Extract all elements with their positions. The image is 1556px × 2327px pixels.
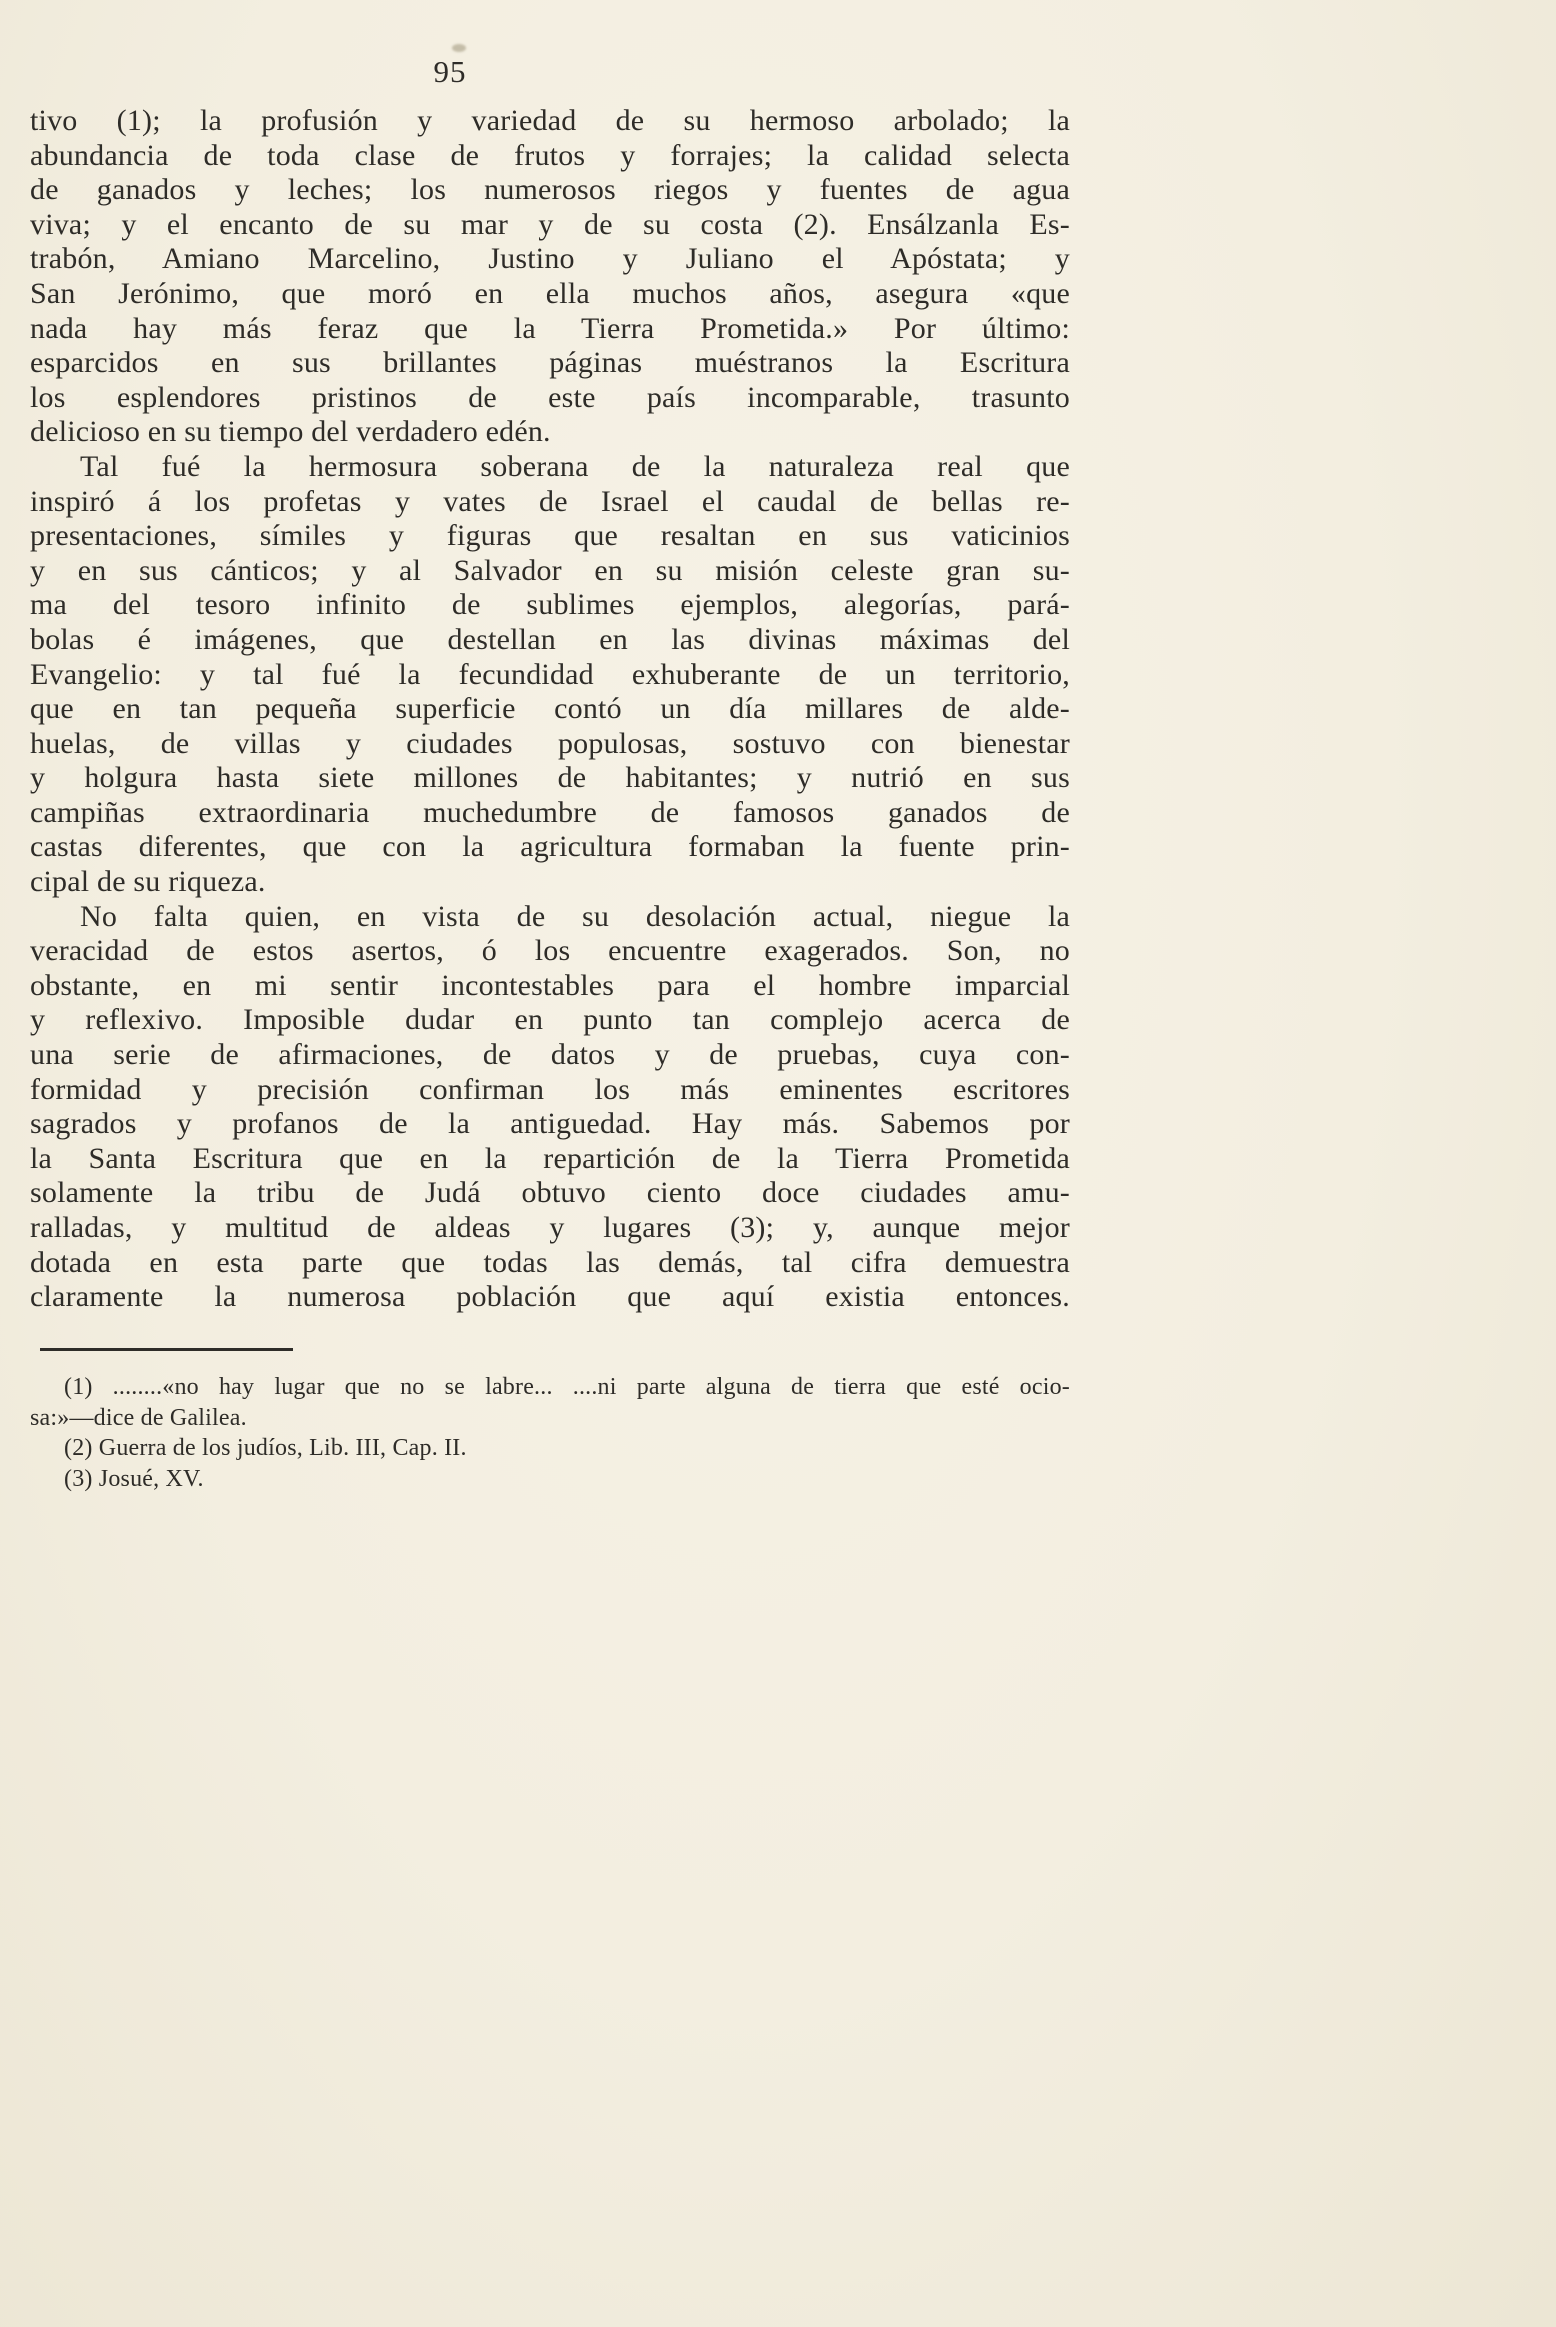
text-line: de ganados y leches; los numerosos riegos y fuentes de agua <box>30 173 1070 207</box>
footnote-divider <box>40 1348 293 1351</box>
text-line: Tal fué la hermosura soberana de la naturaleza real que <box>80 449 1070 483</box>
footnotes <box>30 1372 1070 1494</box>
text-line: Evangelio: y tal fué la fecundidad exhuberante de un territorio, <box>30 657 1070 691</box>
text-line: campiñas extraordinaria muchedumbre de famosos ganados de <box>30 795 1070 829</box>
text-line: que en tan pequeña superficie contó un día millares de alde- <box>30 692 1070 726</box>
text-line: una serie de afirmaciones, de datos y de pruebas, cuya con- <box>30 1038 1070 1072</box>
text-line: la Santa Escritura que en la repartición de la Tierra Prometida <box>30 1141 1070 1175</box>
text-line: tivo (1); la profusión y variedad de su hermoso arbolado; la <box>30 104 1070 137</box>
footnote-2 <box>30 1433 1070 1464</box>
body-text <box>30 104 1070 1315</box>
text-line: sagrados y profanos de la antiguedad. Hay más. Sabemos por <box>30 1107 1070 1141</box>
text-line: abundancia de toda clase de frutos y forrajes; la calidad selecta <box>30 138 1070 172</box>
text-line: inspiró á los profetas y vates de Israel el caudal de bellas re- <box>30 484 1070 518</box>
paragraph-3 <box>30 900 1070 1315</box>
text-line: bolas é imágenes, que destellan en las divinas máximas del <box>30 622 1070 656</box>
text-line: No falta quien, en vista de su desolación actual, niegue la <box>80 899 1070 933</box>
page-number: 95 <box>433 54 467 89</box>
footnote-3 <box>30 1464 1070 1495</box>
text-line: y holgura hasta siete millones de habitantes; y nutrió en sus <box>30 761 1070 795</box>
text-line: ma del tesoro infinito de sublimes ejemplos, alegorías, pará- <box>30 588 1070 622</box>
text-line: solamente la tribu de Judá obtuvo ciento doce ciudades amu- <box>30 1176 1070 1210</box>
text-line: esparcidos en sus brillantes páginas muéstranos la Escritura <box>30 346 1070 380</box>
text-line: dotada en esta parte que todas las demás, tal cifra demuestra <box>30 1245 1070 1279</box>
text-line: viva; y el encanto de su mar y de su costa (2). Ensálzanla Es- <box>30 207 1070 241</box>
footnote-line: (2) Guerra de los judíos, Lib. III, Cap. II. <box>64 1435 467 1461</box>
text-line: nada hay más feraz que la Tierra Prometida.» Por último: <box>30 311 1070 345</box>
text-line: veracidad de estos asertos, ó los encuentre exagerados. Son, no <box>30 934 1070 968</box>
text-line: trabón, Amiano Marcelino, Justino y Juliano el Apóstata; y <box>30 242 1070 276</box>
text-line: obstante, en mi sentir incontestables para el hombre imparcial <box>30 968 1070 1002</box>
footnote-line: (3) Josué, XV. <box>64 1465 204 1492</box>
text-line: formidad y precisión confirman los más eminentes escritores <box>30 1072 1070 1106</box>
text-line: claramente la numerosa población que aquí existia entonces. <box>30 1280 1070 1314</box>
footnote-line: sa:»—dice de Galilea. <box>30 1404 247 1431</box>
footnote-line: (1) ........«no hay lugar que no se labre... ....ni parte alguna de tierra que esté ocio- <box>64 1374 1070 1400</box>
text-line: los esplendores pristinos de este país incomparable, trasunto <box>30 380 1070 414</box>
paragraph-1 <box>30 104 1070 450</box>
text-line: castas diferentes, que con la agricultura formaban la fuente prin- <box>30 830 1070 864</box>
scan-smudge <box>452 44 466 52</box>
text-line: y reflexivo. Imposible dudar en punto tan complejo acerca de <box>30 1003 1070 1037</box>
text-line: presentaciones, símiles y figuras que resaltan en sus vaticinios <box>30 519 1070 553</box>
text-line: y en sus cánticos; y al Salvador en su misión celeste gran su- <box>30 553 1070 587</box>
paragraph-2 <box>30 450 1070 900</box>
text-line: cipal de su riqueza. <box>30 865 266 899</box>
text-line: San Jerónimo, que moró en ella muchos años, asegura «que <box>30 276 1070 310</box>
text-line: huelas, de villas y ciudades populosas, sostuvo con bienestar <box>30 726 1070 760</box>
text-line: ralladas, y multitud de aldeas y lugares (3); y, aunque mejor <box>30 1211 1070 1244</box>
footnote-1 <box>30 1372 1070 1433</box>
text-line: delicioso en su tiempo del verdadero edén. <box>30 415 551 449</box>
